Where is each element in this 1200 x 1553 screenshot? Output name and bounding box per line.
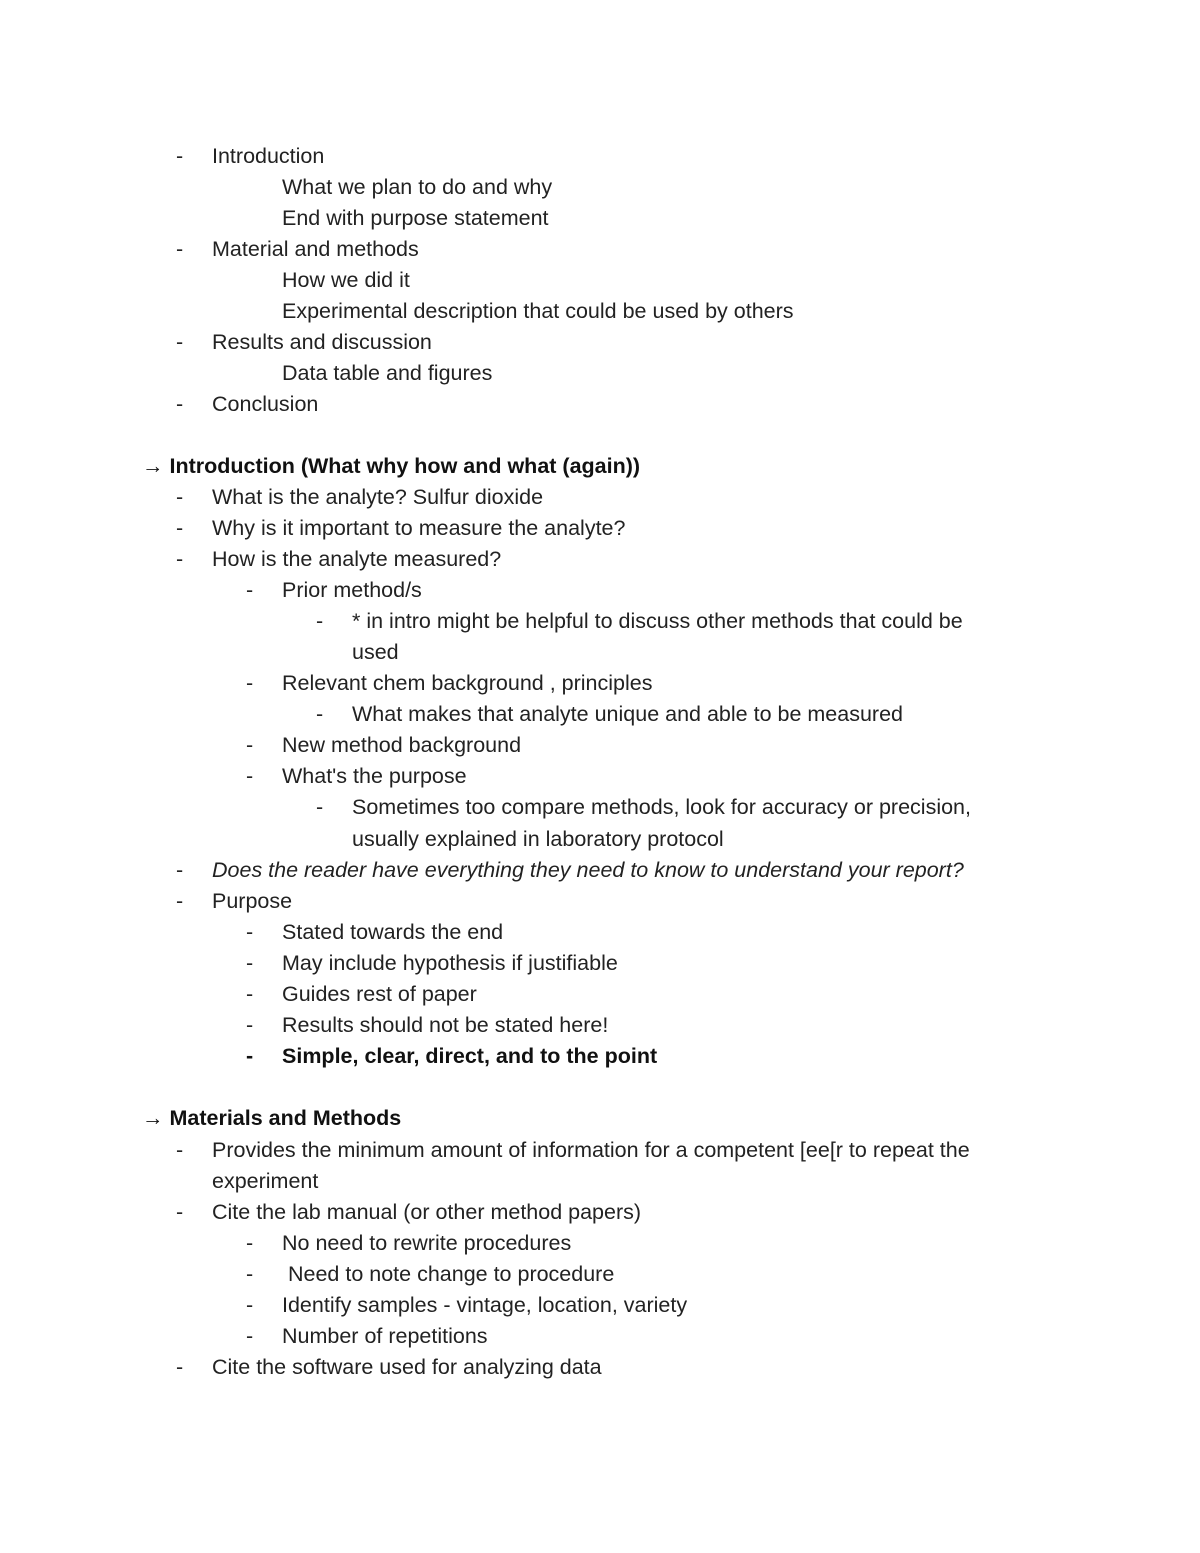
outline-item: Material and methods <box>212 237 419 261</box>
list-subsubitem: * in intro might be helpful to discuss other methods that could be <box>352 609 963 633</box>
bullet-dash: - <box>316 609 324 633</box>
bullet-dash: - <box>176 1200 184 1224</box>
outline-subitem: Data table and figures <box>282 361 493 385</box>
bullet-dash: - <box>246 1324 254 1348</box>
list-subitem: Identify samples - vintage, location, variety <box>282 1293 688 1317</box>
list-item: Provides the minimum amount of information for a competent [ee[r to repeat the <box>212 1138 970 1162</box>
bullet-dash: - <box>176 547 184 571</box>
list-subitem: No need to rewrite procedures <box>282 1231 572 1255</box>
list-item-continued: experiment <box>212 1169 319 1193</box>
bullet-dash: - <box>246 920 254 944</box>
list-subitem: Stated towards the end <box>282 920 504 944</box>
bullet-dash: - <box>316 795 324 819</box>
outline-subitem: Experimental description that could be used by others <box>282 299 794 323</box>
bullet-dash: - <box>176 330 184 354</box>
bullet-dash: - <box>246 764 254 788</box>
list-item: Cite the lab manual (or other method papers) <box>212 1200 642 1224</box>
bullet-dash: - <box>176 889 184 913</box>
bullet-dash: - <box>246 1262 254 1286</box>
bullet-dash: - <box>176 392 184 416</box>
section-heading-introduction: → Introduction (What why how and what (again)) <box>142 454 641 478</box>
list-item: How is the analyte measured? <box>212 547 502 571</box>
outline-subitem: What we plan to do and why <box>282 175 553 199</box>
list-subitem: What's the purpose <box>282 764 467 788</box>
bullet-dash: - <box>176 237 184 261</box>
bullet-dash: - <box>176 485 184 509</box>
bullet-dash: - <box>246 982 254 1006</box>
list-item: Why is it important to measure the analyte? <box>212 516 626 540</box>
list-subsubitem-continued: used <box>352 640 399 664</box>
list-subsubitem-continued: usually explained in laboratory protocol <box>352 827 724 851</box>
bullet-dash: - <box>246 1044 254 1068</box>
list-subitem: Results should not be stated here! <box>282 1013 609 1037</box>
bullet-dash: - <box>176 1138 184 1162</box>
list-subitem: Relevant chem background , principles <box>282 671 653 695</box>
list-item: Purpose <box>212 889 293 913</box>
list-subitem: Need to note change to procedure <box>282 1262 615 1286</box>
outline-item: Results and discussion <box>212 330 432 354</box>
bullet-dash: - <box>246 1231 254 1255</box>
bullet-dash: - <box>246 733 254 757</box>
list-subitem-bold: Simple, clear, direct, and to the point <box>282 1044 658 1068</box>
section-heading-methods: → Materials and Methods <box>142 1106 402 1130</box>
list-subsubitem: Sometimes too compare methods, look for accuracy or precision, <box>352 795 971 819</box>
bullet-dash: - <box>176 516 184 540</box>
bullet-dash: - <box>246 1293 254 1317</box>
list-subitem: Number of repetitions <box>282 1324 488 1348</box>
bullet-dash: - <box>176 858 184 882</box>
bullet-dash: - <box>176 1355 184 1379</box>
bullet-dash: - <box>246 578 254 602</box>
list-subitem: May include hypothesis if justifiable <box>282 951 618 975</box>
list-item-italic: Does the reader have everything they need to know to understand your report? <box>212 858 964 882</box>
list-item: What is the analyte? Sulfur dioxide <box>212 485 544 509</box>
list-item: Cite the software used for analyzing data <box>212 1355 602 1379</box>
list-subitem: New method background <box>282 733 522 757</box>
bullet-dash: - <box>246 671 254 695</box>
outline-subitem: End with purpose statement <box>282 206 549 230</box>
outline-item: Conclusion <box>212 392 319 416</box>
bullet-dash: - <box>246 1013 254 1037</box>
list-subitem: Guides rest of paper <box>282 982 477 1006</box>
outline-subitem: How we did it <box>282 268 410 292</box>
bullet-dash: - <box>246 951 254 975</box>
outline-item: Introduction <box>212 144 325 168</box>
bullet-dash: - <box>176 144 184 168</box>
list-subitem: Prior method/s <box>282 578 422 602</box>
list-subsubitem: What makes that analyte unique and able to be measured <box>352 702 903 726</box>
bullet-dash: - <box>316 702 324 726</box>
